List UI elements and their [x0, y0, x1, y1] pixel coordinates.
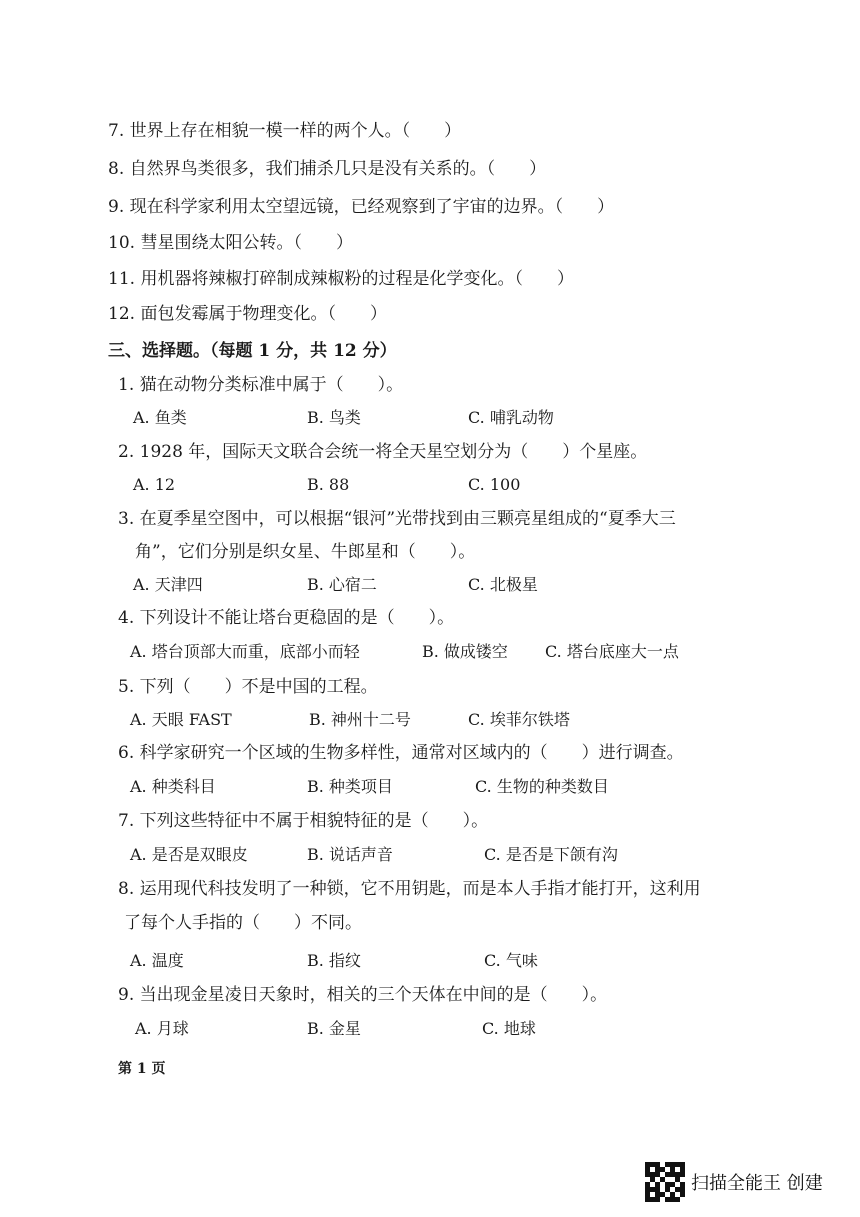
- choice-5-option-b: B. 神州十二号: [309, 710, 411, 729]
- choice-4-option-a: A. 塔台顶部大而重，底部小而轻: [130, 642, 360, 661]
- choice-8-option-b: B. 指纹: [307, 951, 361, 970]
- choice-9-option-c: C. 地球: [482, 1019, 536, 1038]
- choice-question-4: 4. 下列设计不能让塔台更稳固的是（ ）。: [118, 608, 455, 628]
- choice-question-6: 6. 科学家研究一个区域的生物多样性，通常对区域内的（ ）进行调查。: [118, 743, 684, 763]
- watermark-text: 扫描全能王 创建: [691, 1173, 823, 1194]
- choice-question-8-cont: 了每个人手指的（ ）不同。: [124, 913, 362, 933]
- choice-6-option-c: C. 生物的种类数目: [475, 777, 609, 796]
- choice-2-option-c: C. 100: [468, 475, 521, 494]
- choice-5-option-a: A. 天眼 FAST: [130, 710, 232, 729]
- choice-question-3: 3. 在夏季星空图中，可以根据“银河”光带找到由三颗亮星组成的“夏季大三: [118, 509, 676, 529]
- page-number: 第 1 页: [118, 1061, 166, 1077]
- choice-1-option-a: A. 鱼类: [133, 408, 187, 427]
- choice-question-5: 5. 下列（ ）不是中国的工程。: [118, 677, 378, 697]
- choice-7-option-b: B. 说话声音: [307, 845, 393, 864]
- choice-9-option-a: A. 月球: [135, 1019, 189, 1038]
- choice-3-option-a: A. 天津四: [133, 575, 203, 594]
- choice-5-option-c: C. 埃菲尔铁塔: [468, 710, 570, 729]
- choice-2-option-b: B. 88: [307, 475, 350, 494]
- choice-8-option-a: A. 温度: [130, 951, 184, 970]
- choice-9-option-b: B. 金星: [307, 1019, 361, 1038]
- choice-4-option-c: C. 塔台底座大一点: [545, 642, 679, 661]
- choice-question-8: 8. 运用现代科技发明了一种锁，它不用钥匙，而是本人手指才能打开，这利用: [118, 879, 701, 899]
- section-title: 三、选择题。（每题 1 分，共 12 分）: [108, 341, 397, 361]
- choice-8-option-c: C. 气味: [484, 951, 538, 970]
- judge-question-9: 9. 现在科学家利用太空望远镜，已经观察到了宇宙的边界。（ ）: [108, 197, 615, 217]
- judge-question-10: 10. 彗星围绕太阳公转。（ ）: [108, 233, 353, 253]
- choice-7-option-a: A. 是否是双眼皮: [130, 845, 248, 864]
- judge-question-11: 11. 用机器将辣椒打碎制成辣椒粉的过程是化学变化。（ ）: [108, 269, 574, 289]
- choice-1-option-c: C. 哺乳动物: [468, 408, 554, 427]
- choice-7-option-c: C. 是否是下颌有沟: [484, 845, 618, 864]
- judge-question-8: 8. 自然界鸟类很多，我们捕杀几只是没有关系的。（ ）: [108, 159, 547, 179]
- qr-code-icon: [645, 1162, 685, 1202]
- choice-6-option-b: B. 种类项目: [307, 777, 393, 796]
- choice-4-option-b: B. 做成镂空: [422, 642, 508, 661]
- choice-1-option-b: B. 鸟类: [307, 408, 361, 427]
- choice-question-9: 9. 当出现金星凌日天象时，相关的三个天体在中间的是（ ）。: [118, 985, 608, 1005]
- judge-question-7: 7. 世界上存在相貌一模一样的两个人。（ ）: [108, 121, 462, 141]
- choice-question-1: 1. 猫在动物分类标准中属于（ ）。: [118, 375, 404, 395]
- judge-question-12: 12. 面包发霉属于物理变化。（ ）: [108, 304, 387, 324]
- choice-3-option-c: C. 北极星: [468, 575, 538, 594]
- scanner-watermark: [645, 1160, 840, 1204]
- choice-6-option-a: A. 种类科目: [130, 777, 216, 796]
- choice-2-option-a: A. 12: [133, 475, 176, 494]
- choice-3-option-b: B. 心宿二: [307, 575, 377, 594]
- choice-question-2: 2. 1928 年，国际天文联合会统一将全天星空划分为（ ）个星座。: [118, 442, 648, 462]
- choice-question-7: 7. 下列这些特征中不属于相貌特征的是（ ）。: [118, 811, 489, 831]
- choice-question-3-cont: 角”，它们分别是织女星、牛郎星和（ ）。: [135, 542, 476, 562]
